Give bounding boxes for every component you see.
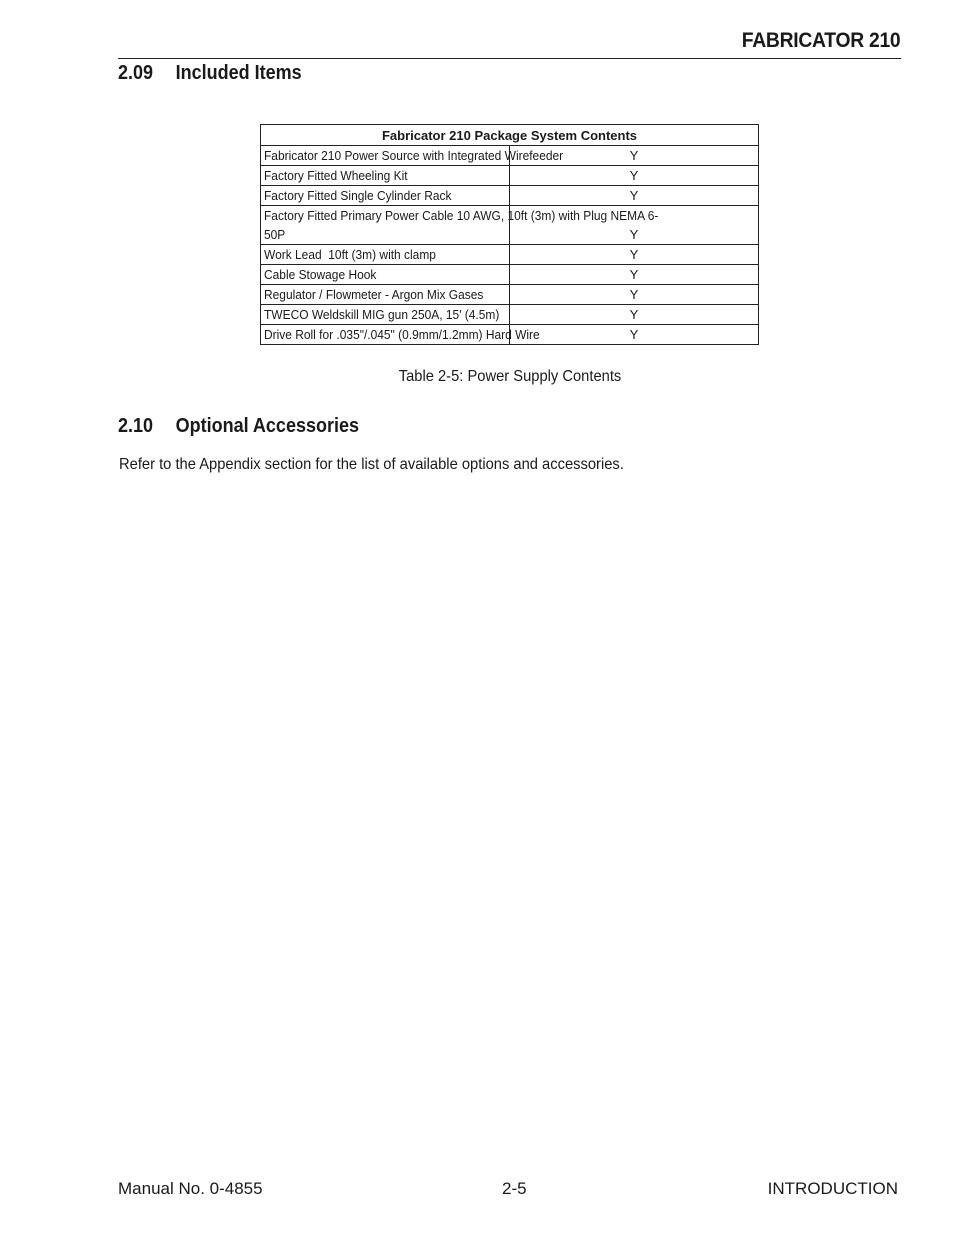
item-text: Factory Fitted Single Cylinder Rack: [264, 188, 452, 203]
table-row: [261, 206, 759, 245]
item-text: Fabricator 210 Power Source with Integrated Wirefeeder: [264, 148, 564, 163]
table-row: [261, 186, 759, 206]
table-heading: Fabricator 210 Package System Contents: [261, 125, 759, 146]
item-text: Factory Fitted Primary Power Cable 10 AWG, 10ft (3m) with Plug NEMA 6-50P: [264, 208, 659, 242]
table-caption: Table 2-5: Power Supply Contents: [398, 368, 622, 385]
included-cell: Y: [510, 245, 759, 265]
document-title: FABRICATOR 210: [741, 29, 900, 52]
item-cell: [261, 206, 659, 245]
section-heading-included-items: [118, 62, 302, 85]
table-row: [261, 325, 759, 345]
section-number: 2.10: [118, 415, 154, 437]
table-row: [261, 146, 759, 166]
section-title: Included Items: [175, 62, 302, 84]
table-header-row: [261, 125, 759, 146]
item-text: Regulator / Flowmeter - Argon Mix Gases: [264, 287, 484, 302]
included-cell: Y: [510, 166, 759, 186]
item-cell: [261, 166, 510, 186]
table-row: [261, 265, 759, 285]
item-text: Cable Stowage Hook: [264, 267, 377, 282]
header-divider: [118, 58, 901, 59]
included-cell: Y: [510, 265, 759, 285]
item-cell: [261, 265, 510, 285]
table-row: [261, 166, 759, 186]
included-cell: Y: [510, 146, 759, 166]
item-cell: [261, 285, 510, 305]
section-heading-optional-accessories: [118, 415, 359, 438]
item-cell: [261, 186, 510, 206]
table-row: [261, 245, 759, 265]
table-row: [261, 285, 759, 305]
included-cell: Y: [510, 285, 759, 305]
included-cell: Y: [510, 206, 759, 245]
section-number: 2.09: [118, 62, 154, 84]
footer-page-number: 2-5: [502, 1179, 527, 1198]
item-cell: [261, 245, 510, 265]
item-text: TWECO Weldskill MIG gun 250A, 15' (4.5m): [264, 307, 500, 322]
included-cell: Y: [510, 305, 759, 325]
item-text: Work Lead 10ft (3m) with clamp: [264, 247, 436, 262]
table-row: [261, 305, 759, 325]
included-cell: Y: [510, 325, 759, 345]
item-text: Factory Fitted Wheeling Kit: [264, 168, 408, 183]
footer-manual-number: Manual No. 0-4855: [118, 1179, 263, 1198]
included-cell: Y: [510, 186, 759, 206]
package-contents-table: [260, 124, 759, 345]
footer-section-name: INTRODUCTION: [767, 1179, 898, 1198]
section-title: Optional Accessories: [175, 415, 360, 437]
item-text: Drive Roll for .035"/.045" (0.9mm/1.2mm) Hard Wire: [264, 327, 540, 342]
item-cell: [261, 146, 564, 166]
item-cell: [261, 325, 540, 345]
item-cell: [261, 305, 510, 325]
optional-accessories-text: Refer to the Appendix section for the list of available options and accessories.: [119, 456, 624, 473]
